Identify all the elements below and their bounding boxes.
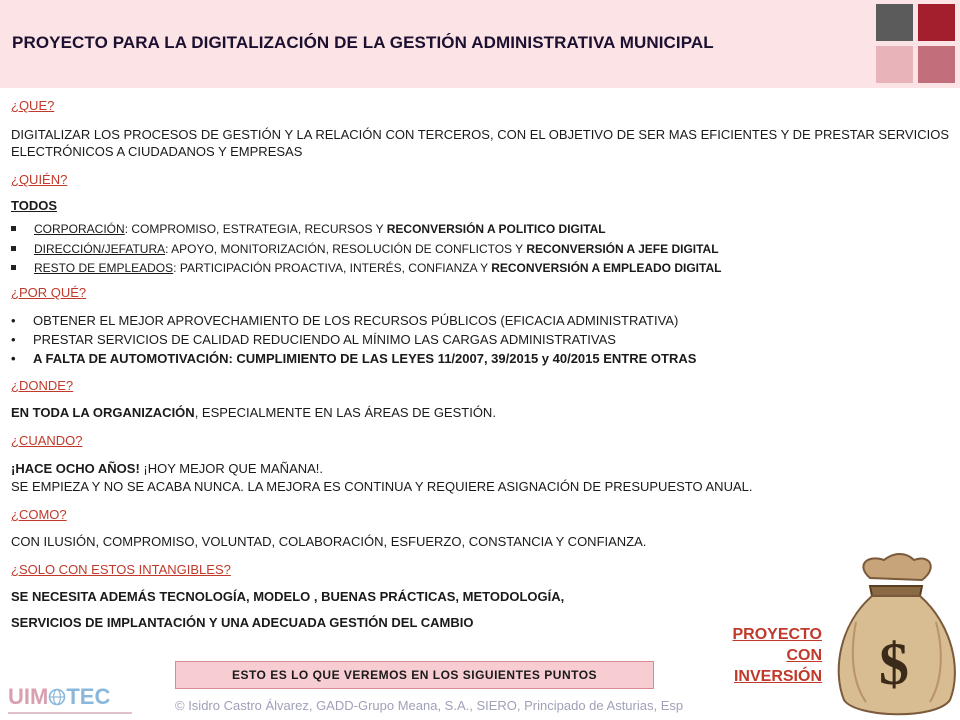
donde-rest: , ESPECIALMENTE EN LAS ÁREAS DE GESTIÓN. (194, 405, 496, 420)
inversion-line3: INVERSIÓN (733, 668, 822, 685)
reason-text: OBTENER EL MEJOR APROVECHAMIENTO DE LOS RECURSOS PÚBLICOS (EFICACIA ADMINISTRATIVA) (33, 313, 679, 328)
money-bag-icon (826, 552, 960, 720)
cuando-rest: ¡HOY MEJOR QUE MAÑANA!. (139, 461, 324, 476)
heading-porque: ¿POR QUÉ? (11, 285, 87, 300)
logo-underline (8, 712, 132, 714)
list-item (11, 261, 721, 275)
svg-text:$: $ (879, 631, 909, 697)
heading-quien: ¿QUIÉN? (11, 172, 68, 187)
list-item: • A FALTA DE AUTOMOTIVACIÓN: CUMPLIMIENTO DE LAS LEYES 11/2007, 39/2015 y 40/2015 ENTRE OTRAS (11, 351, 697, 366)
inversion-line2: CON (786, 647, 822, 664)
role-label: CORPORACIÓN (34, 222, 125, 236)
heading-intangibles: ¿SOLO CON ESTOS INTANGIBLES? (11, 562, 231, 577)
bullet-square (11, 265, 16, 270)
logo-part1: UIM (8, 684, 49, 709)
role-strong: RECONVERSIÓN A POLITICO DIGITAL (386, 222, 606, 236)
slide-header (0, 0, 960, 88)
inversion-label (733, 624, 823, 687)
uimtec-logo (8, 684, 132, 714)
reason-text: PRESTAR SERVICIOS DE CALIDAD REDUCIENDO AL MÍNIMO LAS CARGAS ADMINISTRATIVAS (33, 332, 616, 347)
list-item: • PRESTAR SERVICIOS DE CALIDAD REDUCIENDO AL MÍNIMO LAS CARGAS ADMINISTRATIVAS (11, 332, 616, 347)
quien-todos: TODOS (11, 198, 57, 213)
cuando-strong: ¡HACE OCHO AÑOS! (11, 461, 140, 476)
list-item (11, 242, 719, 256)
logo-part2: TEC (66, 684, 111, 709)
reason-text: A FALTA DE AUTOMOTIVACIÓN: CUMPLIMIENTO DE LAS LEYES 11/2007, 39/2015 y 40/2015 ENTRE OTRAS (33, 351, 697, 366)
list-item: • OBTENER EL MEJOR APROVECHAMIENTO DE LOS RECURSOS PÚBLICOS (EFICACIA ADMINISTRATIVA) (11, 313, 679, 328)
decor-square-dark (876, 4, 913, 41)
decor-square-rose (918, 46, 955, 83)
globe-icon (48, 688, 66, 706)
role-strong: RECONVERSIÓN A EMPLEADO DIGITAL (491, 261, 722, 275)
role-label: RESTO DE EMPLEADOS (34, 261, 174, 275)
role-strong: RECONVERSIÓN A JEFE DIGITAL (526, 242, 719, 256)
bullet-square (11, 246, 16, 251)
page-title: PROYECTO PARA LA DIGITALIZACIÓN DE LA GESTIÓN ADMINISTRATIVA MUNICIPAL (12, 33, 714, 52)
next-points-callout: ESTO ES LO QUE VEREMOS EN LOS SIGUIENTES PUNTOS (175, 661, 654, 689)
cuando-line1 (11, 461, 323, 476)
heading-que: ¿QUE? (11, 98, 55, 113)
role-text: : COMPROMISO, ESTRATEGIA, RECURSOS Y (124, 222, 387, 236)
intangibles-line2: SERVICIOS DE IMPLANTACIÓN Y UNA ADECUADA GESTIÓN DEL CAMBIO (11, 615, 474, 630)
donde-strong: EN TODA LA ORGANIZACIÓN (11, 405, 195, 420)
como-text: CON ILUSIÓN, COMPROMISO, VOLUNTAD, COLABORACIÓN, ESFUERZO, CONSTANCIA Y CONFIANZA. (11, 534, 647, 549)
decor-square-pink (876, 46, 913, 83)
heading-donde: ¿DONDE? (11, 378, 74, 393)
copyright-footer: © Isidro Castro Álvarez, GADD-Grupo Meana, S.A., SIERO, Principado de Asturias, Esp (175, 698, 684, 713)
heading-cuando: ¿CUANDO? (11, 433, 83, 448)
decor-square-red (918, 4, 955, 41)
role-label: DIRECCIÓN/JEFATURA (34, 242, 166, 256)
list-item (11, 222, 606, 236)
cuando-line2: SE EMPIEZA Y NO SE ACABA NUNCA. LA MEJORA ES CONTINUA Y REQUIERE ASIGNACIÓN DE PRESUPUESTO ANUAL. (11, 479, 753, 494)
inversion-line1: PROYECTO (732, 626, 822, 643)
role-text: : PARTICIPACIÓN PROACTIVA, INTERÉS, CONFIANZA Y (173, 261, 492, 275)
que-text: DIGITALIZAR LOS PROCESOS DE GESTIÓN Y LA RELACIÓN CON TERCEROS, CON EL OBJETIVO DE SER MAS EFICIENTES Y DE PRESTAR SERVICIOS ELECTRÓNICOS A CIUDADANOS Y EMPRESAS (11, 127, 949, 159)
donde-text (11, 405, 496, 420)
heading-como: ¿COMO? (11, 507, 67, 522)
intangibles-line1: SE NECESITA ADEMÁS TECNOLOGÍA, MODELO , BUENAS PRÁCTICAS, METODOLOGÍA, (11, 589, 565, 604)
role-text: : APOYO, MONITORIZACIÓN, RESOLUCIÓN DE CONFLICTOS Y (165, 242, 527, 256)
bullet-square (11, 226, 16, 231)
